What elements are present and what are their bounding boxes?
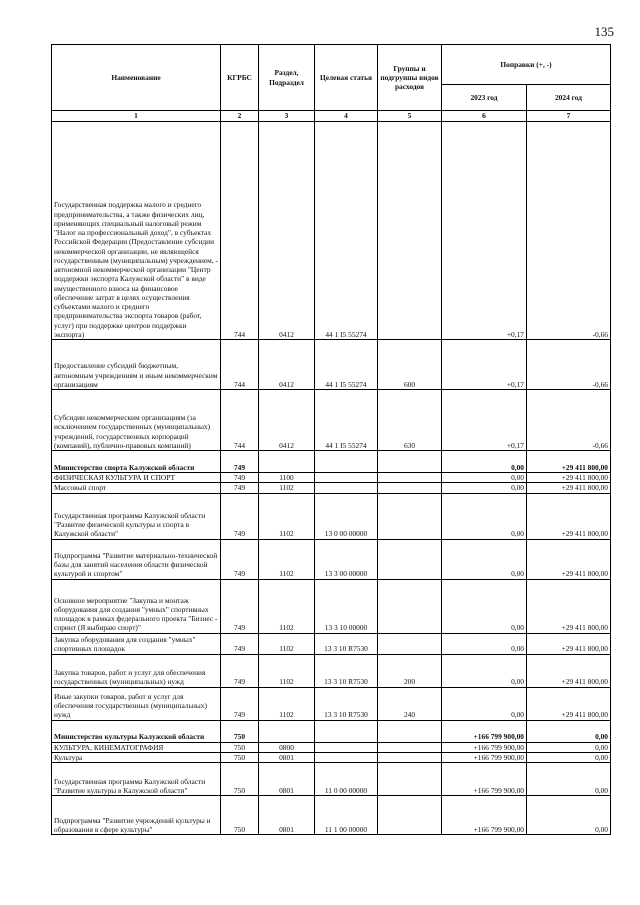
row-kgrbs: 744	[221, 390, 259, 451]
column-number: 7	[527, 111, 611, 122]
row-kgrbs: 749	[221, 483, 259, 493]
row-target	[315, 752, 378, 762]
row-name: Основное мероприятие "Закупка и монтаж оборудования для создания "умных" спортивных площадок в рамках федерального проекта "Бизнес - спринт (Я выбираю спорт)"	[52, 579, 221, 633]
row-kgrbs: 750	[221, 763, 259, 796]
row-section: 0800	[259, 742, 315, 752]
page-number: 135	[594, 24, 614, 39]
row-name: КУЛЬТУРА, КИНЕМАТОГРАФИЯ	[52, 742, 221, 752]
row-amount-2024: 0,00	[527, 796, 611, 835]
table-row	[52, 451, 611, 473]
table-row	[52, 539, 611, 579]
row-amount-2023: +166 799 900,00	[442, 742, 527, 752]
row-section: 1102	[259, 539, 315, 579]
row-kgrbs: 749	[221, 687, 259, 720]
row-amount-2023: +0,17	[442, 390, 527, 451]
row-group: 240	[378, 687, 442, 720]
row-name: Государственная поддержка малого и среднего предпринимательства, а также физических лиц, применяющих специальный налоговый режим "Налог на профессиональный доход", в субъектах Российской Федерации (Предоставление субсидии некоммерческой организации, не являющейся государственным (муниципальным) учреждением, - автономной некоммерческой организации "Центр поддержки экспорта Калужской области" в виде имущественного взноса на финансовое обеспечение затрат в целях осуществления субъектами малого и среднего предпринимательства экспорта товаров (работ, услуг) при поддержке центров поддержки экспорта)	[52, 122, 221, 340]
row-kgrbs: 750	[221, 796, 259, 835]
row-group	[378, 539, 442, 579]
header-amendments: Поправки (+, -)	[442, 45, 611, 85]
row-amount-2024: +29 411 800,00	[527, 451, 611, 473]
row-group: 600	[378, 340, 442, 390]
row-amount-2024: +29 411 800,00	[527, 539, 611, 579]
table-row	[52, 796, 611, 835]
header-section: Раздел, Подраздел	[259, 45, 315, 111]
table-row	[52, 752, 611, 762]
header-groups: Группы и подгруппы видов расходов	[378, 45, 442, 111]
row-amount-2023: 0,00	[442, 539, 527, 579]
header-kgrbs: КГРБС	[221, 45, 259, 111]
table-row	[52, 390, 611, 451]
row-amount-2024: 0,00	[527, 752, 611, 762]
row-target	[315, 742, 378, 752]
row-kgrbs: 749	[221, 493, 259, 539]
row-section: 0412	[259, 390, 315, 451]
row-amount-2023: +166 799 900,00	[442, 796, 527, 835]
header-target: Целевая статья	[315, 45, 378, 111]
row-name: Закупка товаров, работ и услуг для обеспечения государственных (муниципальных) нужд	[52, 654, 221, 687]
row-section: 1102	[259, 687, 315, 720]
row-target: 13 3 10 R7530	[315, 654, 378, 687]
row-target: 13 0 00 00000	[315, 493, 378, 539]
row-target: 44 1 I5 55274	[315, 122, 378, 340]
row-section	[259, 720, 315, 742]
row-section: 0801	[259, 763, 315, 796]
row-amount-2024: +29 411 800,00	[527, 483, 611, 493]
table-row	[52, 340, 611, 390]
table-row	[52, 742, 611, 752]
row-amount-2023: 0,00	[442, 654, 527, 687]
row-amount-2023: 0,00	[442, 483, 527, 493]
row-target: 44 1 I5 55274	[315, 340, 378, 390]
table-row	[52, 720, 611, 742]
row-kgrbs: 749	[221, 539, 259, 579]
row-kgrbs: 749	[221, 633, 259, 654]
row-amount-2023: 0,00	[442, 493, 527, 539]
row-name: Подпрограмма "Развитие учреждений культуры и образования в сфере культуры"	[52, 796, 221, 835]
row-amount-2023: 0,00	[442, 473, 527, 483]
row-name: Массовый спорт	[52, 483, 221, 493]
row-group	[378, 763, 442, 796]
row-section: 1102	[259, 483, 315, 493]
row-amount-2023: 0,00	[442, 579, 527, 633]
row-amount-2023: +166 799 900,00	[442, 752, 527, 762]
row-group	[378, 483, 442, 493]
row-amount-2023: +166 799 900,00	[442, 720, 527, 742]
row-name: Предоставление субсидий бюджетным, автономным учреждениям и иным некоммерческим организациям	[52, 340, 221, 390]
column-number: 4	[315, 111, 378, 122]
table-row	[52, 473, 611, 483]
row-section: 0801	[259, 796, 315, 835]
table-row	[52, 122, 611, 340]
row-amount-2024: 0,00	[527, 720, 611, 742]
row-amount-2024: +29 411 800,00	[527, 654, 611, 687]
row-target: 13 3 10 R7530	[315, 687, 378, 720]
row-target: 13 3 10 00000	[315, 579, 378, 633]
row-amount-2024: -0,66	[527, 122, 611, 340]
row-name: Субсидии некоммерческим организациям (за исключением государственных (муниципальных) учреждений, государственных корпораций (компаний), публично-правовых компаний)	[52, 390, 221, 451]
table-row	[52, 687, 611, 720]
column-number: 6	[442, 111, 527, 122]
row-amount-2023: 0,00	[442, 633, 527, 654]
row-group	[378, 742, 442, 752]
row-amount-2024: -0,66	[527, 390, 611, 451]
row-target: 13 3 10 R7530	[315, 633, 378, 654]
row-name: Подпрограмма "Развитие материально-технической базы для занятий населения области физической культурой и спортом"	[52, 539, 221, 579]
row-target: 11 0 00 00000	[315, 763, 378, 796]
table-row	[52, 633, 611, 654]
header-year-2023: 2023 год	[442, 85, 527, 111]
row-target: 44 1 I5 55274	[315, 390, 378, 451]
row-kgrbs: 749	[221, 451, 259, 473]
row-group	[378, 451, 442, 473]
row-amount-2024: 0,00	[527, 763, 611, 796]
row-name: Государственная программа Калужской области "Развитие физической культуры и спорта в Калужской области"	[52, 493, 221, 539]
row-kgrbs: 750	[221, 742, 259, 752]
row-name: Министерство культуры Калужской области	[52, 720, 221, 742]
row-group: 630	[378, 390, 442, 451]
row-name: Министерство спорта Калужской области	[52, 451, 221, 473]
row-group	[378, 579, 442, 633]
row-group	[378, 493, 442, 539]
header-name: Наименование	[52, 45, 221, 111]
row-section: 1102	[259, 654, 315, 687]
column-number: 5	[378, 111, 442, 122]
row-kgrbs: 744	[221, 122, 259, 340]
row-group	[378, 720, 442, 742]
row-group	[378, 633, 442, 654]
row-kgrbs: 750	[221, 720, 259, 742]
row-target: 13 3 00 00000	[315, 539, 378, 579]
column-number: 2	[221, 111, 259, 122]
row-name: ФИЗИЧЕСКАЯ КУЛЬТУРА И СПОРТ	[52, 473, 221, 483]
row-section: 1102	[259, 579, 315, 633]
table-row	[52, 493, 611, 539]
table-row	[52, 763, 611, 796]
row-group	[378, 752, 442, 762]
row-section: 0801	[259, 752, 315, 762]
row-name: Закупка оборудования для создания "умных" спортивных площадок	[52, 633, 221, 654]
row-group	[378, 473, 442, 483]
row-section: 0412	[259, 122, 315, 340]
column-number-row	[52, 111, 611, 122]
row-amount-2023: +166 799 900,00	[442, 763, 527, 796]
budget-amendments-table	[51, 44, 611, 835]
row-section: 1102	[259, 633, 315, 654]
row-kgrbs: 744	[221, 340, 259, 390]
row-target: 11 1 00 00000	[315, 796, 378, 835]
row-group	[378, 122, 442, 340]
column-number: 3	[259, 111, 315, 122]
table-row	[52, 579, 611, 633]
row-amount-2024: -0,66	[527, 340, 611, 390]
row-amount-2024: +29 411 800,00	[527, 579, 611, 633]
row-amount-2024: +29 411 800,00	[527, 687, 611, 720]
row-kgrbs: 749	[221, 579, 259, 633]
row-section: 1100	[259, 473, 315, 483]
row-section: 0412	[259, 340, 315, 390]
row-name: Иные закупки товаров, работ и услуг для обеспечения государственных (муниципальных) нужд	[52, 687, 221, 720]
row-amount-2024: +29 411 800,00	[527, 633, 611, 654]
row-kgrbs: 749	[221, 473, 259, 483]
row-amount-2024: 0,00	[527, 742, 611, 752]
table-row	[52, 654, 611, 687]
row-group: 200	[378, 654, 442, 687]
row-name: Культура	[52, 752, 221, 762]
row-name: Государственная программа Калужской области "Развитие культуры в Калужской области"	[52, 763, 221, 796]
row-section: 1102	[259, 493, 315, 539]
row-amount-2023: 0,00	[442, 451, 527, 473]
column-number: 1	[52, 111, 221, 122]
row-section	[259, 451, 315, 473]
row-group	[378, 796, 442, 835]
row-target	[315, 473, 378, 483]
row-target	[315, 451, 378, 473]
row-amount-2024: +29 411 800,00	[527, 473, 611, 483]
row-target	[315, 720, 378, 742]
row-amount-2024: +29 411 800,00	[527, 493, 611, 539]
table-row	[52, 483, 611, 493]
row-amount-2023: +0,17	[442, 122, 527, 340]
row-target	[315, 483, 378, 493]
row-kgrbs: 750	[221, 752, 259, 762]
row-amount-2023: +0,17	[442, 340, 527, 390]
row-amount-2023: 0,00	[442, 687, 527, 720]
row-kgrbs: 749	[221, 654, 259, 687]
header-year-2024: 2024 год	[527, 85, 611, 111]
